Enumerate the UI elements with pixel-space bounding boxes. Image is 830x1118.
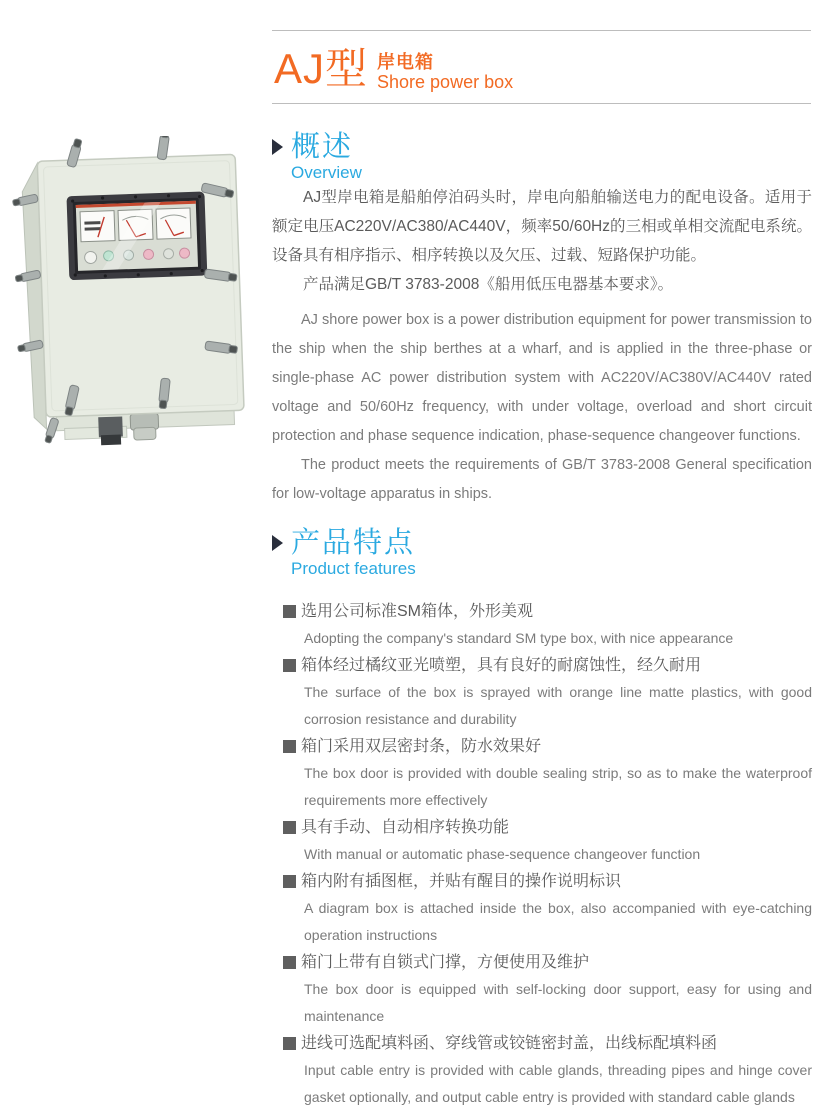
feature-cn: 进线可选配填料函、穿线管或铰链密封盖，出线标配填料函 bbox=[301, 1035, 718, 1052]
analog-meter-1 bbox=[80, 211, 115, 242]
cable-gland-metal bbox=[130, 413, 159, 440]
feature-cn: 箱门采用双层密封条，防水效果好 bbox=[301, 738, 542, 755]
square-bullet-icon bbox=[283, 659, 296, 672]
feature-cn: 箱门上带有自锁式门撑，方便使用及维护 bbox=[301, 954, 590, 971]
product-model: AJ型 bbox=[274, 45, 369, 92]
product-photo bbox=[8, 136, 258, 461]
feature-item bbox=[283, 949, 812, 1030]
feature-item bbox=[283, 733, 812, 814]
feature-en: Input cable entry is provided with cable glands, threading pipes and hinge cover gasket optionally, and output cable entry is provided with standard cable glands bbox=[304, 1062, 812, 1105]
product-name-en: Shore power box bbox=[377, 72, 514, 92]
feature-item bbox=[283, 598, 812, 652]
feature-en: The box door is provided with double sealing strip, so as to make the waterproof requirements more effectively bbox=[304, 765, 812, 808]
square-bullet-icon bbox=[283, 1037, 296, 1050]
feature-cn: 箱内附有插图框，并贴有醒目的操作说明标识 bbox=[301, 873, 622, 890]
overview-heading bbox=[291, 132, 362, 183]
overview-cn-paragraph: AJ型岸电箱是船舶停泊码头时，岸电向船舶输送电力的配电设备。适用于额定电压AC220V/AC380/AC440V，频率50/60Hz的三相或单相交流配电系统。设备具有相序指示、相序转换以及欠压、过载、短路保护功能。 bbox=[272, 189, 812, 264]
cable-gland-dark bbox=[98, 416, 123, 445]
features-heading-en: Product features bbox=[291, 559, 416, 578]
overview-heading-en: Overview bbox=[291, 163, 362, 182]
feature-en: The box door is equipped with self-locking door support, easy for using and maintenance bbox=[304, 981, 812, 1024]
feature-item bbox=[283, 814, 812, 868]
section-arrow-icon bbox=[272, 535, 283, 551]
feature-en: With manual or automatic phase-sequence changeover function bbox=[304, 846, 701, 862]
square-bullet-icon bbox=[283, 740, 296, 753]
section-arrow-icon bbox=[272, 139, 283, 155]
top-divider-rule bbox=[272, 30, 811, 31]
feature-cn: 箱体经过橘纹亚光喷塑，具有良好的耐腐蚀性，经久耐用 bbox=[301, 657, 702, 674]
feature-en: Adopting the company's standard SM type box, with nice appearance bbox=[304, 630, 734, 646]
meter-window bbox=[66, 191, 207, 280]
square-bullet-icon bbox=[283, 821, 296, 834]
features-heading bbox=[291, 528, 416, 579]
feature-en: The surface of the box is sprayed with orange line matte plastics, with good corrosion resistance and durability bbox=[304, 684, 812, 727]
product-name bbox=[377, 52, 513, 92]
overview-en-paragraph: AJ shore power box is a power distribution equipment for power transmission to the ship when the ship berthes at a wharf, and is applied in the three-phase or single-phase AC power distribution system with AC220V/AC380V/AC440V rated voltage and 50/60Hz frequency, with under voltage, overload and short circuit protection and phase sequence indication, phase-sequence changeover functions. bbox=[272, 312, 812, 444]
feature-item bbox=[283, 868, 812, 949]
overview-text-english bbox=[272, 306, 812, 509]
square-bullet-icon bbox=[283, 956, 296, 969]
feature-item bbox=[283, 1030, 812, 1111]
overview-heading-cn: 概述 bbox=[291, 131, 354, 163]
features-section-header bbox=[272, 528, 416, 579]
overview-section-header bbox=[272, 132, 362, 183]
feature-cn: 选用公司标准SM箱体，外形美观 bbox=[301, 603, 534, 620]
square-bullet-icon bbox=[283, 875, 296, 888]
analog-meter-3 bbox=[156, 208, 191, 239]
overview-text-chinese bbox=[272, 183, 812, 299]
square-bullet-icon bbox=[283, 605, 296, 618]
overview-cn-paragraph: 产品满足GB/T 3783-2008《船用低压电器基本要求》。 bbox=[303, 276, 674, 293]
product-name-cn: 岸电箱 bbox=[377, 52, 435, 72]
feature-en: A diagram box is attached inside the box, also accompanied with eye-catching operation instructions bbox=[304, 900, 812, 943]
page-title bbox=[274, 46, 513, 92]
feature-item bbox=[283, 652, 812, 733]
features-heading-cn: 产品特点 bbox=[291, 527, 416, 559]
overview-en-paragraph: The product meets the requirements of GB/T 3783-2008 General specification for low-voltage apparatus in ships. bbox=[272, 457, 812, 502]
title-divider-rule bbox=[272, 103, 811, 104]
feature-cn: 具有手动、自动相序转换功能 bbox=[301, 819, 510, 836]
features-list bbox=[283, 598, 812, 1111]
